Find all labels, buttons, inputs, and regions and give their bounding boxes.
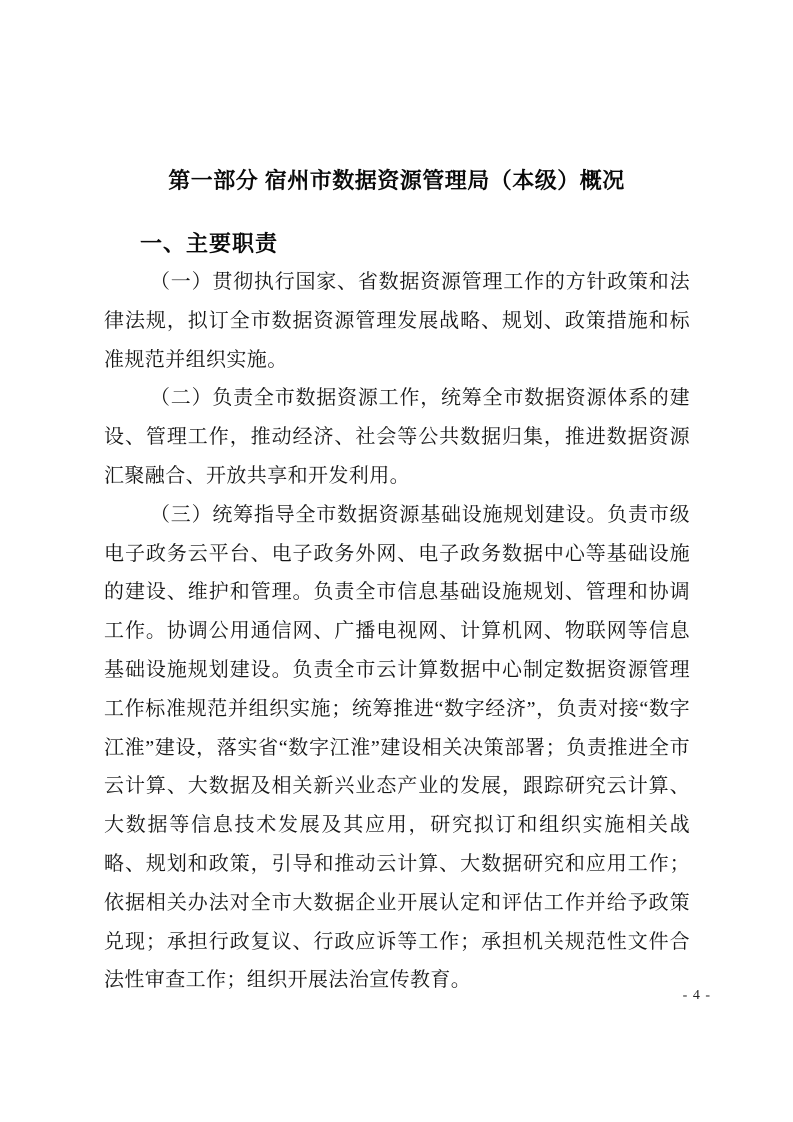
document-body bbox=[104, 263, 690, 1000]
section-heading: 一、主要职责 bbox=[140, 231, 279, 256]
paragraph-duty-3: （三）统筹指导全市数据资源基础设施规划建设。负责市级电子政务云平台、电子政务外网、电子政务数据中心等基础设施的建设、维护和管理。负责全市信息基础设施规划、管理和协调工作。协调公用通信网、广播电视网、计算机网、物联网等信息基础设施规划建设。负责全市云计算数据中心制定数据资源管理工作标准规范并组织实施；统筹推进“数字经济”，负责对接“数字江淮”建设，落实省“数字江淮”建设相关决策部署；负责推进全市云计算、大数据及相关新兴业态产业的发展，跟踪研究云计算、大数据等信息技术发展及其应用，研究拟订和组织实施相关战略、规划和政策，引导和推动云计算、大数据研究和应用工作；依据相关办法对全市大数据企业开展认定和评估工作并给予政策兑现；承担行政复议、行政应诉等工作；承担机关规范性文件合法性审查工作；组织开展法治宣传教育。 bbox=[104, 503, 690, 992]
paragraph-duty-2: （二）负责全市数据资源工作，统筹全市数据资源体系的建设、管理工作，推动经济、社会等公共数据归集，推进数据资源汇聚融合、开放共享和开发利用。 bbox=[104, 387, 690, 487]
document-title: 第一部分 宿州市数据资源管理局（本级）概况 bbox=[168, 168, 625, 193]
page-number: - 4 - bbox=[682, 988, 711, 1003]
paragraph-duty-1: （一）贯彻执行国家、省数据资源管理工作的方针政策和法律法规，拟订全市数据资源管理发展战略、规划、政策措施和标准规范并组织实施。 bbox=[104, 271, 690, 371]
